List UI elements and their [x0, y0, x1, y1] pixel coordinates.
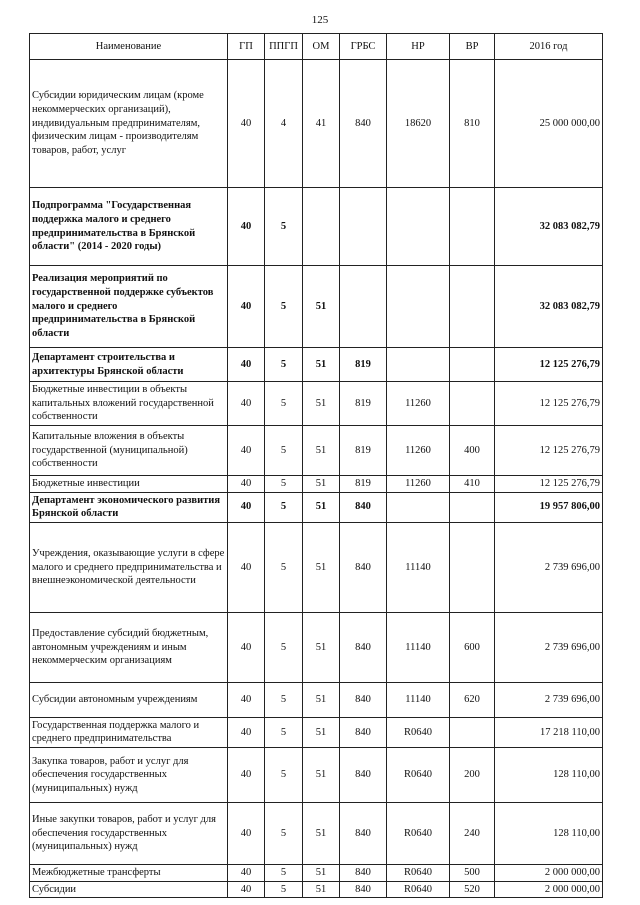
cell-name: Учреждения, оказывающие услуги в сфере малого и среднего предпринимательства и внешнеэкономической деятельности	[30, 522, 228, 612]
table-row	[30, 266, 603, 348]
cell-ppgp: 5	[265, 865, 303, 882]
cell-om: 51	[303, 748, 340, 803]
cell-ppgp: 5	[265, 475, 303, 492]
cell-vr	[450, 348, 495, 382]
cell-name: Реализация мероприятий по государственной поддержке субъектов малого и среднего предпринимательства в Брянской области	[30, 266, 228, 348]
cell-nr: 11140	[387, 522, 450, 612]
cell-gp: 40	[228, 881, 265, 898]
cell-om: 51	[303, 865, 340, 882]
cell-name: Иные закупки товаров, работ и услуг для обеспечения государственных (муниципальных) нужд	[30, 803, 228, 865]
cell-amount: 12 125 276,79	[495, 425, 603, 475]
cell-om: 51	[303, 881, 340, 898]
cell-ppgp: 5	[265, 522, 303, 612]
cell-ppgp: 5	[265, 881, 303, 898]
table-row	[30, 748, 603, 803]
cell-om: 51	[303, 492, 340, 522]
cell-ppgp: 5	[265, 348, 303, 382]
column-header-vr: ВР	[450, 34, 495, 60]
cell-name: Субсидии юридическим лицам (кроме некоммерческих организаций), индивидуальным предпринимателям, физическим лицам - производителям товаров, работ, услуг	[30, 60, 228, 188]
page-number: 125	[311, 14, 329, 26]
table-row	[30, 881, 603, 898]
cell-grbs	[340, 266, 387, 348]
cell-gp: 40	[228, 266, 265, 348]
cell-om: 51	[303, 382, 340, 426]
cell-vr: 600	[450, 612, 495, 682]
cell-name: Закупка товаров, работ и услуг для обеспечения государственных (муниципальных) нужд	[30, 748, 228, 803]
cell-ppgp: 4	[265, 60, 303, 188]
cell-gp: 40	[228, 348, 265, 382]
cell-name: Субсидии автономным учреждениям	[30, 682, 228, 717]
cell-amount: 19 957 806,00	[495, 492, 603, 522]
cell-vr	[450, 522, 495, 612]
column-header-om: ОМ	[303, 34, 340, 60]
cell-grbs: 840	[340, 612, 387, 682]
cell-gp: 40	[228, 475, 265, 492]
cell-ppgp: 5	[265, 492, 303, 522]
cell-name: Предоставление субсидий бюджетным, автономным учреждениям и иным некоммерческим организациям	[30, 612, 228, 682]
cell-name: Бюджетные инвестиции	[30, 475, 228, 492]
cell-grbs: 840	[340, 803, 387, 865]
cell-name: Подпрограмма "Государственная поддержка малого и среднего предпринимательства в Брянской области" (2014 - 2020 годы)	[30, 188, 228, 266]
column-header-gp: ГП	[228, 34, 265, 60]
cell-name: Департамент экономического развития Брянской области	[30, 492, 228, 522]
cell-amount: 12 125 276,79	[495, 382, 603, 426]
cell-grbs: 840	[340, 522, 387, 612]
cell-name: Межбюджетные трансферты	[30, 865, 228, 882]
cell-nr: 11140	[387, 612, 450, 682]
table-row	[30, 612, 603, 682]
cell-nr: R0640	[387, 881, 450, 898]
cell-gp: 40	[228, 612, 265, 682]
cell-nr: 18620	[387, 60, 450, 188]
cell-gp: 40	[228, 803, 265, 865]
cell-om: 51	[303, 475, 340, 492]
cell-grbs: 840	[340, 717, 387, 747]
cell-vr: 810	[450, 60, 495, 188]
cell-grbs: 819	[340, 348, 387, 382]
cell-vr: 200	[450, 748, 495, 803]
cell-amount: 2 739 696,00	[495, 612, 603, 682]
cell-vr	[450, 266, 495, 348]
cell-ppgp: 5	[265, 612, 303, 682]
column-header-name: Наименование	[30, 34, 228, 60]
cell-grbs: 840	[340, 881, 387, 898]
cell-name: Государственная поддержка малого и среднего предпринимательства	[30, 717, 228, 747]
cell-nr: 11260	[387, 382, 450, 426]
cell-nr: 11260	[387, 475, 450, 492]
cell-name: Бюджетные инвестиции в объекты капитальных вложений государственной собственности	[30, 382, 228, 426]
cell-grbs: 840	[340, 865, 387, 882]
cell-gp: 40	[228, 522, 265, 612]
table-row	[30, 475, 603, 492]
column-header-ppgp: ППГП	[265, 34, 303, 60]
cell-nr: R0640	[387, 717, 450, 747]
cell-gp: 40	[228, 717, 265, 747]
cell-vr	[450, 188, 495, 266]
cell-amount: 2 000 000,00	[495, 881, 603, 898]
cell-grbs: 840	[340, 60, 387, 188]
table-row	[30, 382, 603, 426]
cell-amount: 12 125 276,79	[495, 475, 603, 492]
cell-om: 51	[303, 522, 340, 612]
cell-grbs: 819	[340, 475, 387, 492]
cell-vr: 520	[450, 881, 495, 898]
cell-gp: 40	[228, 492, 265, 522]
cell-om: 41	[303, 60, 340, 188]
cell-om: 51	[303, 717, 340, 747]
table-row	[30, 865, 603, 882]
cell-name: Департамент строительства и архитектуры Брянской области	[30, 348, 228, 382]
cell-amount: 2 739 696,00	[495, 682, 603, 717]
cell-ppgp: 5	[265, 748, 303, 803]
cell-gp: 40	[228, 60, 265, 188]
cell-ppgp: 5	[265, 682, 303, 717]
table-header-row	[30, 34, 603, 60]
cell-grbs	[340, 188, 387, 266]
cell-om: 51	[303, 612, 340, 682]
cell-gp: 40	[228, 682, 265, 717]
cell-amount: 128 110,00	[495, 803, 603, 865]
cell-amount: 12 125 276,79	[495, 348, 603, 382]
cell-vr	[450, 717, 495, 747]
cell-om	[303, 188, 340, 266]
cell-nr: 11140	[387, 682, 450, 717]
table-row	[30, 717, 603, 747]
cell-grbs: 840	[340, 748, 387, 803]
column-header-year: 2016 год	[495, 34, 603, 60]
cell-amount: 2 739 696,00	[495, 522, 603, 612]
cell-om: 51	[303, 425, 340, 475]
table-row	[30, 492, 603, 522]
cell-vr	[450, 492, 495, 522]
cell-grbs: 819	[340, 382, 387, 426]
cell-ppgp: 5	[265, 425, 303, 475]
cell-nr: R0640	[387, 803, 450, 865]
cell-vr: 400	[450, 425, 495, 475]
cell-ppgp: 5	[265, 188, 303, 266]
cell-amount: 32 083 082,79	[495, 188, 603, 266]
cell-vr: 410	[450, 475, 495, 492]
cell-name: Субсидии	[30, 881, 228, 898]
column-header-grbs: ГРБС	[340, 34, 387, 60]
cell-ppgp: 5	[265, 382, 303, 426]
cell-name: Капитальные вложения в объекты государственной (муниципальной) собственности	[30, 425, 228, 475]
table-row	[30, 188, 603, 266]
cell-amount: 2 000 000,00	[495, 865, 603, 882]
cell-om: 51	[303, 803, 340, 865]
cell-nr	[387, 188, 450, 266]
cell-om: 51	[303, 266, 340, 348]
cell-nr	[387, 266, 450, 348]
table-row	[30, 425, 603, 475]
cell-amount: 25 000 000,00	[495, 60, 603, 188]
table-row	[30, 803, 603, 865]
cell-grbs: 819	[340, 425, 387, 475]
cell-vr: 620	[450, 682, 495, 717]
cell-vr: 500	[450, 865, 495, 882]
cell-gp: 40	[228, 382, 265, 426]
table-row	[30, 60, 603, 188]
cell-om: 51	[303, 682, 340, 717]
table-row	[30, 522, 603, 612]
cell-nr: R0640	[387, 748, 450, 803]
cell-ppgp: 5	[265, 803, 303, 865]
cell-gp: 40	[228, 425, 265, 475]
table-row	[30, 348, 603, 382]
cell-amount: 32 083 082,79	[495, 266, 603, 348]
cell-nr: R0640	[387, 865, 450, 882]
cell-grbs: 840	[340, 492, 387, 522]
budget-table	[29, 33, 603, 898]
table-row	[30, 682, 603, 717]
cell-gp: 40	[228, 748, 265, 803]
cell-nr	[387, 492, 450, 522]
cell-grbs: 840	[340, 682, 387, 717]
cell-nr: 11260	[387, 425, 450, 475]
cell-gp: 40	[228, 188, 265, 266]
cell-amount: 17 218 110,00	[495, 717, 603, 747]
cell-om: 51	[303, 348, 340, 382]
cell-gp: 40	[228, 865, 265, 882]
cell-vr: 240	[450, 803, 495, 865]
cell-ppgp: 5	[265, 266, 303, 348]
column-header-nr: НР	[387, 34, 450, 60]
cell-vr	[450, 382, 495, 426]
cell-nr	[387, 348, 450, 382]
cell-ppgp: 5	[265, 717, 303, 747]
cell-amount: 128 110,00	[495, 748, 603, 803]
